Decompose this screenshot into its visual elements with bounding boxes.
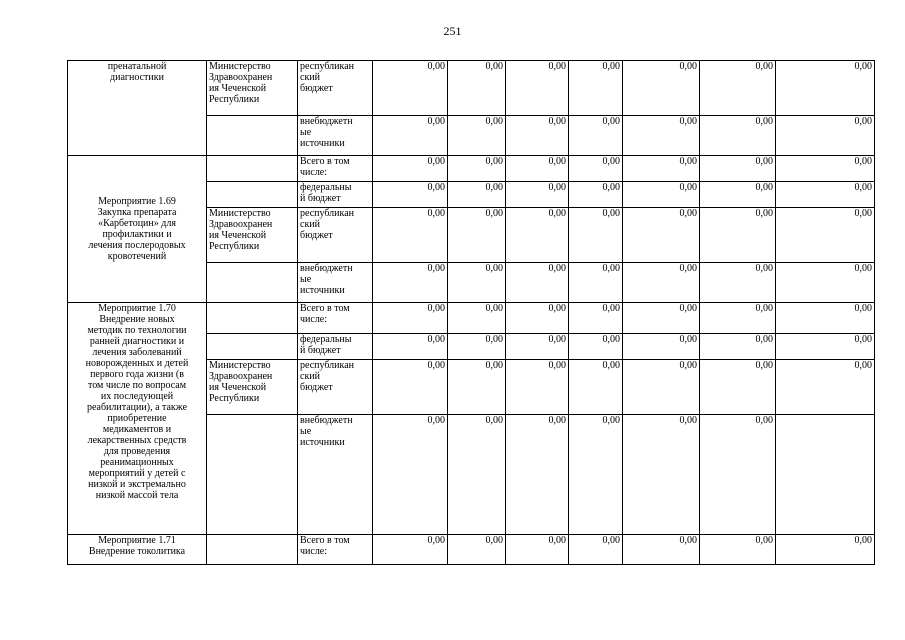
amount-cell: 0,00: [776, 334, 875, 360]
amount-cell: 0,00: [569, 116, 623, 156]
amount-cell: 0,00: [776, 116, 875, 156]
amount-cell: 0,00: [506, 116, 569, 156]
amount-cell: 0,00: [373, 535, 448, 565]
amount-cell: 0,00: [569, 303, 623, 334]
amount-cell: 0,00: [448, 182, 506, 208]
funding-source-cell: республикан ский бюджет: [298, 360, 373, 415]
amount-cell: 0,00: [623, 334, 700, 360]
amount-cell: 0,00: [448, 303, 506, 334]
table-row: [68, 535, 875, 565]
amount-cell: 0,00: [448, 415, 506, 535]
executor-cell: Министерство Здравоохранен ия Чеченской Республики: [207, 360, 298, 415]
executor-cell: [207, 334, 298, 360]
executor-cell: [207, 303, 298, 334]
amount-cell: 0,00: [623, 535, 700, 565]
amount-cell: 0,00: [448, 116, 506, 156]
amount-cell: 0,00: [373, 116, 448, 156]
amount-cell: 0,00: [569, 415, 623, 535]
amount-cell: 0,00: [506, 61, 569, 116]
funding-source-cell: республикан ский бюджет: [298, 61, 373, 116]
amount-cell: 0,00: [448, 360, 506, 415]
amount-cell: 0,00: [700, 263, 776, 303]
amount-cell: 0,00: [569, 61, 623, 116]
amount-cell: 0,00: [623, 182, 700, 208]
amount-cell: 0,00: [506, 182, 569, 208]
amount-cell: 0,00: [623, 61, 700, 116]
amount-cell: 0,00: [700, 360, 776, 415]
amount-cell: 0,00: [776, 156, 875, 182]
executor-cell: Министерство Здравоохранен ия Чеченской Республики: [207, 208, 298, 263]
amount-cell: 0,00: [506, 208, 569, 263]
amount-cell: 0,00: [569, 535, 623, 565]
amount-cell: 0,00: [448, 535, 506, 565]
amount-cell: 0,00: [776, 263, 875, 303]
amount-cell: 0,00: [623, 116, 700, 156]
budget-table: [67, 60, 875, 565]
amount-cell: 0,00: [700, 303, 776, 334]
executor-cell: [207, 156, 298, 182]
amount-cell: 0,00: [569, 208, 623, 263]
amount-cell: 0,00: [623, 156, 700, 182]
amount-cell: 0,00: [700, 334, 776, 360]
funding-source-cell: республикан ский бюджет: [298, 208, 373, 263]
amount-cell: 0,00: [569, 334, 623, 360]
funding-source-cell: внебюджетн ые источники: [298, 415, 373, 535]
executor-cell: [207, 116, 298, 156]
page-number: 251: [443, 24, 462, 38]
table-row: [68, 61, 875, 116]
amount-cell: 0,00: [506, 303, 569, 334]
event-title: пренатальной диагностики: [68, 61, 207, 156]
amount-cell: 0,00: [569, 360, 623, 415]
amount-cell: 0,00: [373, 61, 448, 116]
amount-cell: 0,00: [776, 182, 875, 208]
amount-cell: 0,00: [623, 360, 700, 415]
amount-cell: 0,00: [373, 360, 448, 415]
funding-source-cell: федеральны й бюджет: [298, 182, 373, 208]
amount-cell: 0,00: [776, 360, 875, 415]
table-row: [68, 156, 875, 182]
amount-cell: 0,00: [623, 415, 700, 535]
amount-cell: 0,00: [700, 415, 776, 535]
amount-cell: 0,00: [506, 263, 569, 303]
amount-cell: 0,00: [373, 334, 448, 360]
amount-cell: 0,00: [700, 156, 776, 182]
funding-source-cell: внебюджетн ые источники: [298, 263, 373, 303]
amount-cell: 0,00: [700, 61, 776, 116]
amount-cell: 0,00: [373, 156, 448, 182]
amount-cell: 0,00: [506, 415, 569, 535]
amount-cell: 0,00: [623, 208, 700, 263]
amount-cell: 0,00: [700, 116, 776, 156]
amount-cell: 0,00: [569, 182, 623, 208]
amount-cell: 0,00: [448, 263, 506, 303]
executor-cell: [207, 263, 298, 303]
amount-cell: 0,00: [448, 156, 506, 182]
amount-cell: 0,00: [569, 263, 623, 303]
table-row: [68, 303, 875, 334]
amount-cell: 0,00: [448, 61, 506, 116]
funding-source-cell: Всего в том числе:: [298, 303, 373, 334]
amount-cell: 0,00: [569, 156, 623, 182]
event-title: Мероприятие 1.70 Внедрение новых методик по технологии ранней диагностики и лечения заболеваний новорожденных и детей первого года жизни (в том числе по вопросам их последующей реабилитации), а также приобретение медикаментов и лекарственных средств для проведения реанимационных мероприятий у детей с низкой и экстремально низкой массой тела: [68, 303, 207, 535]
funding-source-cell: федеральны й бюджет: [298, 334, 373, 360]
funding-source-cell: Всего в том числе:: [298, 535, 373, 565]
amount-cell: 0,00: [373, 415, 448, 535]
amount-cell: 0,00: [700, 182, 776, 208]
amount-cell: 0,00: [506, 334, 569, 360]
amount-cell: 0,00: [373, 263, 448, 303]
executor-cell: [207, 415, 298, 535]
amount-cell: 0,00: [373, 303, 448, 334]
amount-cell: 0,00: [700, 208, 776, 263]
amount-cell: 0,00: [373, 208, 448, 263]
event-title: Мероприятие 1.71 Внедрение токолитика: [68, 535, 207, 565]
amount-cell: 0,00: [448, 334, 506, 360]
executor-cell: Министерство Здравоохранен ия Чеченской Республики: [207, 61, 298, 116]
amount-cell: 0,00: [776, 535, 875, 565]
event-title: Мероприятие 1.69 Закупка препарата «Карбетоцин» для профилактики и лечения послеродовых кровотечений: [68, 156, 207, 303]
amount-cell: 0,00: [776, 303, 875, 334]
amount-cell: 0,00: [373, 182, 448, 208]
amount-cell: 0,00: [623, 303, 700, 334]
amount-cell: 0,00: [448, 208, 506, 263]
amount-cell: 0,00: [700, 535, 776, 565]
executor-cell: [207, 182, 298, 208]
amount-cell: 0,00: [776, 208, 875, 263]
amount-cell: 0,00: [506, 156, 569, 182]
amount-cell: 0,00: [776, 61, 875, 116]
funding-source-cell: внебюджетн ые источники: [298, 116, 373, 156]
amount-cell: 0,00: [623, 263, 700, 303]
executor-cell: [207, 535, 298, 565]
amount-cell: [776, 415, 875, 535]
amount-cell: 0,00: [506, 360, 569, 415]
funding-source-cell: Всего в том числе:: [298, 156, 373, 182]
amount-cell: 0,00: [506, 535, 569, 565]
